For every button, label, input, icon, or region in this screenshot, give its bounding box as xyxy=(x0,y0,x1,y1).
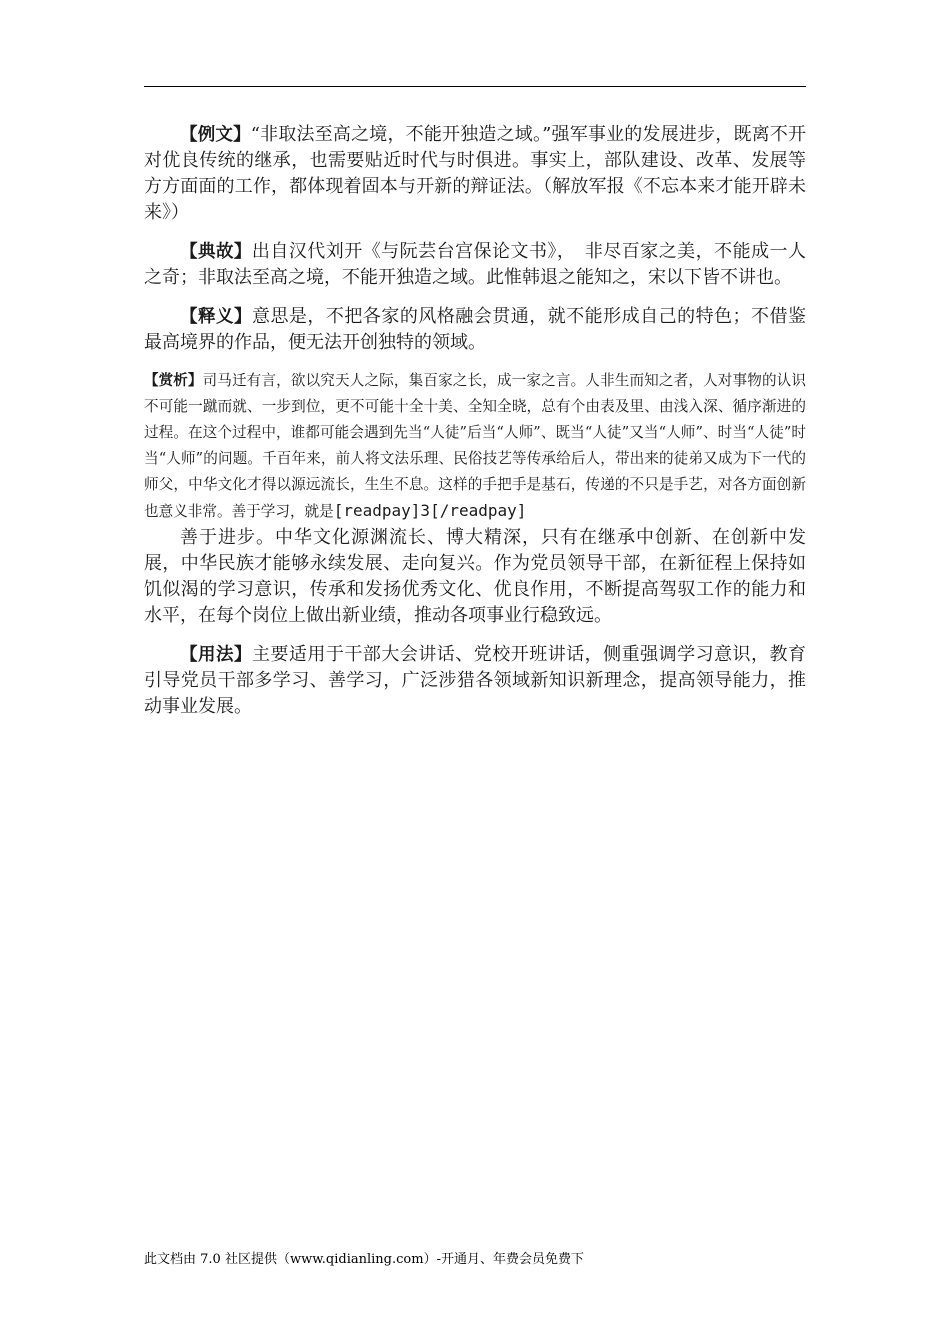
appreciation-paragraph xyxy=(144,368,806,525)
meaning-paragraph xyxy=(144,304,806,356)
appreciation-label: 【赏析】 xyxy=(144,373,203,389)
usage-paragraph xyxy=(144,642,806,720)
appreciation-continuation: 善于进步。中华文化源渊流长、博大精深，只有在继承中创新、在创新中发展，中华民族才能够永续发展、走向复兴。作为党员领导干部，在新征程上保持如饥似渴的学习意识，传承和发扬优秀文化、优良作用，不断提高驾驭工作的能力和水平，在每个岗位上做出新业绩，推动各项事业行稳致远。 xyxy=(144,527,806,626)
document-body xyxy=(144,122,806,720)
usage-text: 主要适用于干部大会讲话、党校开班讲话，侧重强调学习意识，教育引导党员干部多学习、善学习，广泛涉猎各领域新知识新理念，提高领导能力，推动事业发展。 xyxy=(144,644,807,717)
example-text: “非取法至高之境，不能开独造之域。”强军事业的发展进步，既离不开对优良传统的继承，也需要贴近时代与时俱进。事实上，部队建设、改革、发展等方方面面的工作，都体现着固本与开新的辩证法。（解放军报《不忘本来才能开辟未来》） xyxy=(144,124,807,223)
header-rule xyxy=(144,86,806,87)
meaning-label: 【释义】 xyxy=(180,307,252,327)
example-paragraph xyxy=(144,122,806,226)
footer-notice: 此文档由 7.0 社区提供（www.qidianling.com）-开通月、年费会员免费下 xyxy=(144,1252,584,1267)
readpay-tag: [readpay]3[/readpay] xyxy=(333,501,527,520)
appreciation-text: 司马迁有言，欲以究天人之际，集百家之长，成一家之言。人非生而知之者，人对事物的认识不可能一蹴而就、一步到位，更不可能十全十美、全知全晓，总有个由表及里、由浅入深、循序渐进的过程。在这个过程中，谁都可能会遇到先当“人徒”后当“人师”、既当“人徒”又当“人师”、时当“人徒”时当“人师”的问题。千百年来，前人将文法乐理、民俗技艺等传承给后人，带出来的徒弟又成为下一代的师父，中华文化才得以源远流长，生生不息。这样的手把手是基石，传递的不只是手艺，对各方面创新也意义非常。善于学习，就是 xyxy=(144,372,806,520)
allusion-paragraph xyxy=(144,239,806,291)
usage-label: 【用法】 xyxy=(180,645,252,665)
meaning-text: 意思是，不把各家的风格融会贯通，就不能形成自己的特色；不借鉴最高境界的作品，便无法开创独特的领域。 xyxy=(144,306,807,353)
allusion-text: 出自汉代刘开《与阮芸台宫保论文书》， 非尽百家之美，不能成一人之奇；非取法至高之境，不能开独造之域。此惟韩退之能知之，宋以下皆不讲也。 xyxy=(144,241,807,288)
example-label: 【例文】 xyxy=(180,125,251,145)
allusion-label: 【典故】 xyxy=(180,242,252,262)
